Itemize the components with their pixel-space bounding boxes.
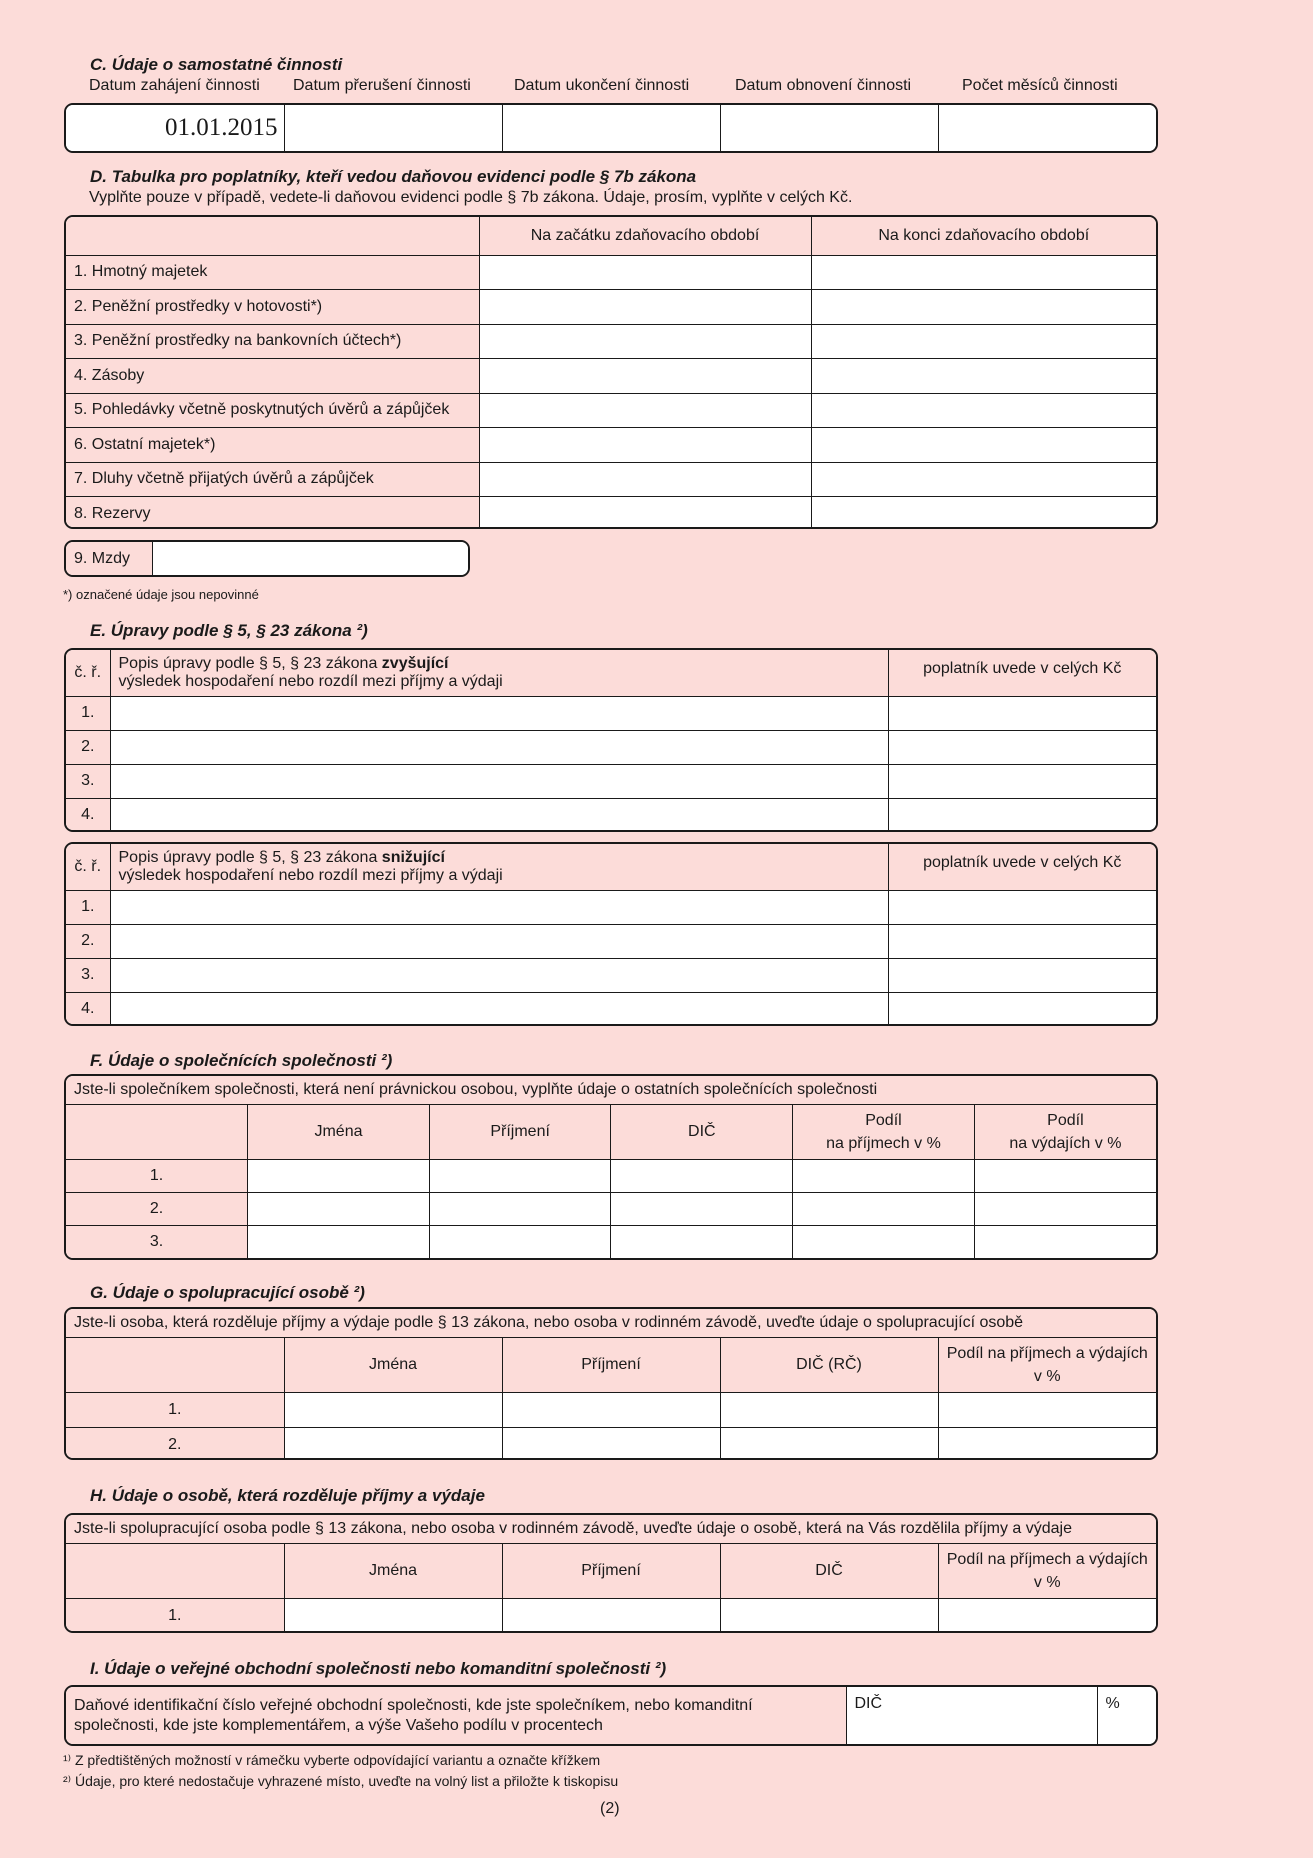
d-row-start-field[interactable]: [479, 359, 811, 394]
f-share-income-field[interactable]: [793, 1192, 975, 1225]
f-dic-field[interactable]: [611, 1192, 793, 1225]
d-row-start-field[interactable]: [479, 497, 811, 530]
h-share-field[interactable]: [938, 1598, 1156, 1633]
g-share-field[interactable]: [938, 1427, 1156, 1460]
f-row-number: 3.: [66, 1225, 248, 1258]
f-surname-field[interactable]: [429, 1192, 611, 1225]
f-name-field[interactable]: [248, 1225, 430, 1258]
d-row-label: 7. Dluhy včetně přijatých úvěrů a zápůjček: [66, 462, 479, 497]
f-col-surname: Příjmení: [429, 1104, 611, 1159]
e-row-desc-field[interactable]: [110, 958, 888, 992]
h-col-name: Jména: [284, 1543, 502, 1598]
wages-box: [64, 540, 470, 577]
g-share-field[interactable]: [938, 1392, 1156, 1427]
d-col-start: Na začátku zdaňovacího období: [479, 217, 811, 255]
g-col-surname: Příjmení: [502, 1337, 720, 1392]
f-col-share-expense: Podíl na výdajích v %: [974, 1104, 1156, 1159]
g-row-number: 1.: [66, 1392, 284, 1427]
section-d-table: [64, 215, 1158, 529]
interrupt-date-field[interactable]: [284, 105, 502, 151]
h-col-surname: Příjmení: [502, 1543, 720, 1598]
f-row-number: 2.: [66, 1192, 248, 1225]
col-months: Počet měsíců činnosti: [962, 77, 1118, 94]
section-f-title: F. Údaje o společnících společnosti ²): [90, 1051, 393, 1070]
e-inc-desc: Popis úpravy podle § 5, § 23 zákona zvyšující výsledek hospodaření nebo rozdíl mezi příjmy a výdaji: [110, 650, 888, 696]
d-row-label: 3. Peněžní prostředky na bankovních účtech*): [66, 324, 479, 359]
e-row-number: 3.: [66, 764, 110, 798]
e-row-desc-field[interactable]: [110, 764, 888, 798]
e-row-number: 1.: [66, 696, 110, 730]
e-row-number: 4.: [66, 992, 110, 1026]
section-c-box: [64, 103, 1158, 153]
renew-date-field[interactable]: [720, 105, 938, 151]
h-name-field[interactable]: [284, 1598, 502, 1633]
g-surname-field[interactable]: [502, 1427, 720, 1460]
h-row-number: 1.: [66, 1598, 284, 1633]
d-row-end-field[interactable]: [811, 255, 1156, 290]
d-row-start-field[interactable]: [479, 428, 811, 463]
g-name-field[interactable]: [284, 1427, 502, 1460]
h-col-dic: DIČ: [720, 1543, 938, 1598]
e-row-desc-field[interactable]: [110, 730, 888, 764]
e-row-desc-field[interactable]: [110, 992, 888, 1026]
col-start-date: Datum zahájení činnosti: [89, 77, 260, 94]
g-table: [64, 1307, 1158, 1460]
g-col-share: Podíl na příjmech a výdajích v %: [938, 1337, 1156, 1392]
e-row-number: 3.: [66, 958, 110, 992]
f-info: Jste-li společníkem společnosti, která není právnickou osobou, vyplňte údaje o ostatních společnících společnosti: [66, 1076, 1156, 1104]
f-col-dic: DIČ: [611, 1104, 793, 1159]
d-row-end-field[interactable]: [811, 324, 1156, 359]
d-row-end-field[interactable]: [811, 462, 1156, 497]
d-row-start-field[interactable]: [479, 290, 811, 325]
g-surname-field[interactable]: [502, 1392, 720, 1427]
wages-label: 9. Mzdy: [66, 542, 152, 575]
d-row-start-field[interactable]: [479, 462, 811, 497]
h-num-head: [66, 1543, 284, 1598]
g-info: Jste-li osoba, která rozděluje příjmy a výdaje podle § 13 zákona, nebo osoba v rodinném závodě, uveďte údaje o spolupracující osobě: [66, 1309, 1156, 1337]
f-surname-field[interactable]: [429, 1159, 611, 1192]
d-row-label: 5. Pohledávky včetně poskytnutých úvěrů a zápůjček: [66, 393, 479, 428]
footnote-1: ¹⁾ Z předtištěných možností v rámečku vyberte odpovídající variantu a označte křížkem: [63, 1752, 601, 1768]
d-row-label: 4. Zásoby: [66, 359, 479, 394]
wages-field[interactable]: [152, 542, 468, 575]
footnote-2: ²⁾ Údaje, pro které nedostačuje vyhrazené místo, uveďte na volný list a přiložte k tiskopisu: [63, 1773, 619, 1789]
e-row-amount-field[interactable]: [888, 958, 1156, 992]
f-share-expense-field[interactable]: [974, 1159, 1156, 1192]
section-c-title: C. Údaje o samostatné činnosti: [90, 55, 343, 74]
section-g-title: G. Údaje o spolupracující osobě ²): [90, 1283, 365, 1302]
f-row-number: 1.: [66, 1159, 248, 1192]
e-row-amount-field[interactable]: [888, 696, 1156, 730]
e-inc-amount-head: poplatník uvede v celých Kč: [888, 650, 1156, 696]
d-row-end-field[interactable]: [811, 428, 1156, 463]
end-date-field[interactable]: [502, 105, 720, 151]
e-row-desc-field[interactable]: [110, 924, 888, 958]
d-row-start-field[interactable]: [479, 393, 811, 428]
section-i-title: I. Údaje o veřejné obchodní společnosti nebo komanditní společnosti ²): [90, 1659, 667, 1678]
e-inc-cr: č. ř.: [66, 650, 110, 696]
section-d-subtitle: Vyplňte pouze v případě, vedete-li daňovou evidenci podle § 7b zákona. Údaje, prosím, vyplňte v celých Kč.: [89, 189, 853, 206]
e-row-amount-field[interactable]: [888, 764, 1156, 798]
e-dec-amount-head: poplatník uvede v celých Kč: [888, 844, 1156, 890]
f-dic-field[interactable]: [611, 1225, 793, 1258]
d-row-start-field[interactable]: [479, 324, 811, 359]
h-col-share: Podíl na příjmech a výdajích v %: [938, 1543, 1156, 1598]
page-number: (2): [600, 1800, 620, 1817]
i-dic-label: DIČ: [854, 1695, 883, 1712]
d-row-label: 1. Hmotný majetek: [66, 255, 479, 290]
months-field[interactable]: [938, 105, 1156, 151]
i-percent-label: %: [1105, 1695, 1120, 1712]
f-col-name: Jména: [248, 1104, 430, 1159]
f-share-expense-field[interactable]: [974, 1192, 1156, 1225]
e-dec-cr: č. ř.: [66, 844, 110, 890]
f-share-expense-field[interactable]: [974, 1225, 1156, 1258]
g-dic-field[interactable]: [720, 1392, 938, 1427]
h-surname-field[interactable]: [502, 1598, 720, 1633]
h-dic-field[interactable]: [720, 1598, 938, 1633]
e-increase-table: [64, 648, 1158, 832]
section-d-title: D. Tabulka pro poplatníky, kteří vedou daňovou evidenci podle § 7b zákona: [90, 167, 697, 186]
f-name-field[interactable]: [248, 1159, 430, 1192]
col-end-date: Datum ukončení činnosti: [514, 77, 690, 94]
e-row-amount-field[interactable]: [888, 730, 1156, 764]
i-box: [64, 1685, 1158, 1746]
e-row-desc-field[interactable]: [110, 696, 888, 730]
col-interrupt-date: Datum přerušení činnosti: [293, 77, 471, 94]
f-name-field[interactable]: [248, 1192, 430, 1225]
f-share-income-field[interactable]: [793, 1159, 975, 1192]
h-info: Jste-li spolupracující osoba podle § 13 zákona, nebo osoba v rodinném závodě, uveďte údaje o osobě, která na Vás rozdělila příjmy a výdaje: [66, 1515, 1156, 1543]
g-name-field[interactable]: [284, 1392, 502, 1427]
d-col-end: Na konci zdaňovacího období: [811, 217, 1156, 255]
e-row-number: 4.: [66, 798, 110, 832]
section-e-title: E. Úpravy podle § 5, § 23 zákona ²): [90, 621, 368, 640]
e-row-number: 2.: [66, 730, 110, 764]
g-row-number: 2.: [66, 1427, 284, 1460]
d-row-start-field[interactable]: [479, 255, 811, 290]
e-row-number: 1.: [66, 890, 110, 924]
i-percent-field[interactable]: [1097, 1687, 1156, 1744]
e-row-desc-field[interactable]: [110, 890, 888, 924]
col-renew-date: Datum obnovení činnosti: [735, 77, 912, 94]
d-row-end-field[interactable]: [811, 290, 1156, 325]
section-h-title: H. Údaje o osobě, která rozděluje příjmy a výdaje: [90, 1486, 485, 1505]
i-dic-field[interactable]: [846, 1687, 1097, 1744]
g-col-dic: DIČ (RČ): [720, 1337, 938, 1392]
e-decrease-table: [64, 842, 1158, 1026]
f-share-income-field[interactable]: [793, 1225, 975, 1258]
start-date-field[interactable]: 01.01.2015: [66, 105, 284, 151]
f-table: [64, 1074, 1158, 1260]
e-row-amount-field[interactable]: [888, 798, 1156, 832]
g-num-head: [66, 1337, 284, 1392]
e-row-amount-field[interactable]: [888, 924, 1156, 958]
d-row-end-field[interactable]: [811, 393, 1156, 428]
h-table: [64, 1513, 1158, 1633]
d-row-label: 6. Ostatní majetek*): [66, 428, 479, 463]
g-col-name: Jména: [284, 1337, 502, 1392]
d-row-end-field[interactable]: [811, 359, 1156, 394]
d-footnote: *) označené údaje jsou nepovinné: [63, 587, 259, 602]
d-row-label: 2. Peněžní prostředky v hotovosti*): [66, 290, 479, 325]
f-col-share-income: Podíl na příjmech v %: [793, 1104, 975, 1159]
e-dec-desc: Popis úpravy podle § 5, § 23 zákona snižující výsledek hospodaření nebo rozdíl mezi příjmy a výdaji: [110, 844, 888, 890]
f-dic-field[interactable]: [611, 1159, 793, 1192]
e-row-amount-field[interactable]: [888, 992, 1156, 1026]
d-row-label: 8. Rezervy: [66, 497, 479, 530]
e-row-desc-field[interactable]: [110, 798, 888, 832]
e-row-amount-field[interactable]: [888, 890, 1156, 924]
d-header-blank: [66, 217, 479, 255]
d-row-end-field[interactable]: [811, 497, 1156, 530]
f-num-head: [66, 1104, 248, 1159]
f-surname-field[interactable]: [429, 1225, 611, 1258]
i-desc: Daňové identifikační číslo veřejné obchodní společnosti, kde jste společníkem, nebo komanditní společnosti, kde jste komplementářem, a výše Vašeho podílu v procentech: [66, 1687, 846, 1744]
g-dic-field[interactable]: [720, 1427, 938, 1460]
e-row-number: 2.: [66, 924, 110, 958]
